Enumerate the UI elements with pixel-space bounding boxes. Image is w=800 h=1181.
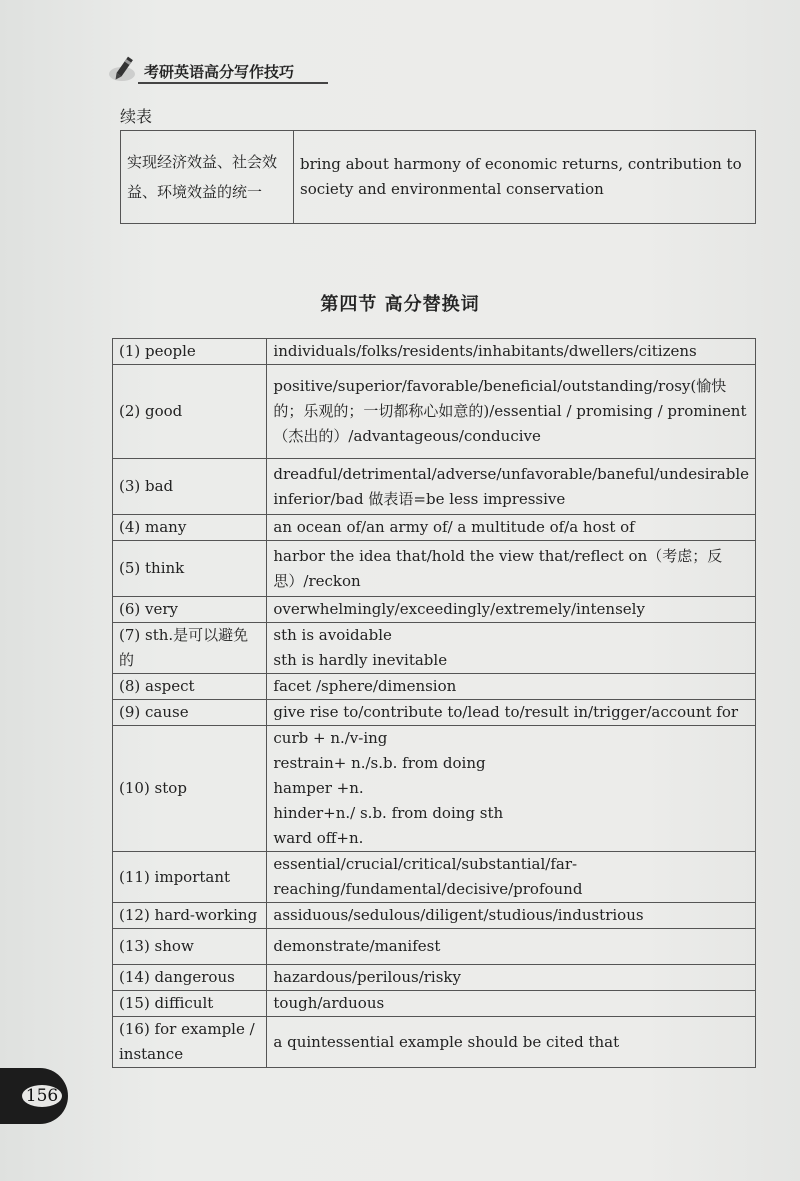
page-number: 156 xyxy=(22,1085,62,1107)
synonym-line: hamper +n. xyxy=(273,779,364,797)
vocab-term: (10) stop xyxy=(113,726,267,852)
table-row xyxy=(113,674,756,700)
synonym-line: sth is avoidable xyxy=(273,626,392,644)
vocab-term: (9) cause xyxy=(113,700,267,726)
vocab-term: (14) dangerous xyxy=(113,965,267,991)
vocab-term: (8) aspect xyxy=(113,674,267,700)
vocab-synonyms xyxy=(267,965,756,991)
continued-table xyxy=(120,130,756,224)
synonym-line: facet /sphere/dimension xyxy=(273,677,457,695)
synonym-line: dreadful/detrimental/adverse/unfavorable/baneful/undesirable xyxy=(273,464,749,483)
table-row xyxy=(113,965,756,991)
vocab-term: (2) good xyxy=(113,365,267,459)
synonym-line: individuals/folks/residents/inhabitants/dwellers/citizens xyxy=(273,342,697,360)
table-row xyxy=(113,852,756,903)
vocab-synonyms xyxy=(267,852,756,903)
table-row xyxy=(113,515,756,541)
synonym-line: positive/superior/favorable/beneficial/outstanding/rosy(愉快的；乐观的；一切都称心如意的)/essential / promising / prominent（杰出的）/advantageous/conducive xyxy=(273,377,747,445)
header-title: 考研英语高分写作技巧 xyxy=(144,63,295,81)
vocab-synonyms xyxy=(267,541,756,597)
table-row xyxy=(113,365,756,459)
vocab-synonyms xyxy=(267,991,756,1017)
vocab-term: (15) difficult xyxy=(113,991,267,1017)
vocab-synonyms xyxy=(267,726,756,852)
vocab-term: (11) important xyxy=(113,852,267,903)
phrase-en: bring about harmony of economic returns, contribution to society and environmental conservation xyxy=(294,131,756,224)
synonym-line: hinder+n./ s.b. from doing sth xyxy=(273,804,504,822)
table-row xyxy=(113,459,756,515)
table-row xyxy=(113,700,756,726)
vocab-term: (16) for example / instance xyxy=(113,1017,267,1068)
synonym-line: restrain+ n./s.b. from doing xyxy=(273,754,486,772)
page-number-tab xyxy=(0,1068,68,1124)
vocab-synonyms xyxy=(267,339,756,365)
table-row xyxy=(113,623,756,674)
vocab-term: (6) very xyxy=(113,597,267,623)
vocab-synonyms xyxy=(267,700,756,726)
continued-label: 续表 xyxy=(120,107,153,126)
vocab-synonyms xyxy=(267,1017,756,1068)
table-row xyxy=(113,597,756,623)
vocab-table xyxy=(112,338,756,1068)
vocab-term: (5) think xyxy=(113,541,267,597)
vocab-term: (4) many xyxy=(113,515,267,541)
synonym-line: ward off+n. xyxy=(273,829,364,847)
section-title: 第四节 高分替换词 xyxy=(320,294,480,315)
synonym-line: demonstrate/manifest xyxy=(273,937,441,955)
vocab-synonyms xyxy=(267,674,756,700)
synonym-line: tough/arduous xyxy=(273,994,385,1012)
vocab-synonyms xyxy=(267,623,756,674)
phrase-zh: 实现经济效益、社会效益、环境效益的统一 xyxy=(121,131,294,224)
synonym-line: overwhelmingly/exceedingly/extremely/intensely xyxy=(273,600,645,618)
vocab-synonyms xyxy=(267,515,756,541)
table-row xyxy=(113,339,756,365)
table-row xyxy=(113,903,756,929)
table-row xyxy=(113,929,756,965)
table-row xyxy=(113,1017,756,1068)
synonym-line: give rise to/contribute to/lead to/result in/trigger/account for xyxy=(273,703,739,721)
synonym-line: hazardous/perilous/risky xyxy=(273,968,461,986)
table-row xyxy=(121,131,756,224)
table-row xyxy=(113,991,756,1017)
table-row xyxy=(113,541,756,597)
vocab-synonyms xyxy=(267,903,756,929)
vocab-term: (1) people xyxy=(113,339,267,365)
vocab-term: (13) show xyxy=(113,929,267,965)
synonym-line: inferior/bad 做表语=be less impressive xyxy=(273,489,566,508)
synonym-line: an ocean of/an army of/ a multitude of/a host of xyxy=(273,518,635,536)
table-row xyxy=(113,726,756,852)
vocab-term: (12) hard-working xyxy=(113,903,267,929)
synonym-line: harbor the idea that/hold the view that/reflect on（考虑；反思）/reckon xyxy=(273,546,723,590)
vocab-synonyms xyxy=(267,597,756,623)
vocab-term: (7) sth.是可以避免的 xyxy=(113,623,267,674)
pen-icon xyxy=(108,54,138,84)
vocab-synonyms xyxy=(267,365,756,459)
vocab-synonyms xyxy=(267,929,756,965)
synonym-line: a quintessential example should be cited that xyxy=(273,1032,620,1051)
synonym-line: sth is hardly inevitable xyxy=(273,651,448,669)
synonym-line: essential/crucial/critical/substantial/far-reaching/fundamental/decisive/profound xyxy=(273,855,583,898)
synonym-line: curb + n./v-ing xyxy=(273,729,388,747)
vocab-term: (3) bad xyxy=(113,459,267,515)
running-header xyxy=(108,52,358,88)
synonym-line: assiduous/sedulous/diligent/studious/industrious xyxy=(273,906,644,924)
vocab-synonyms xyxy=(267,459,756,515)
